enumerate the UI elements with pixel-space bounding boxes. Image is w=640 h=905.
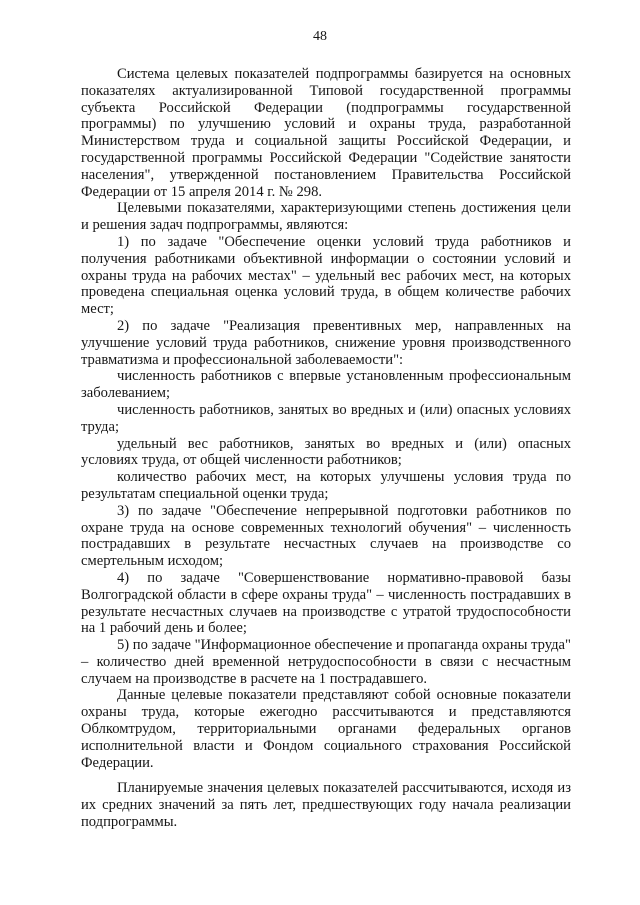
paragraph-task-1: 1) по задаче "Обеспечение оценки условий труда работников и получения работниками объективной информации о состоянии условий и охраны труда на рабочих местах" – удельный вес рабочих мест, на которых проведена специальная оценка условий труда, в общем количестве рабочих мест; [81,233,571,318]
paragraph-task-2-indicator-harmful-conditions-count: численность работников, занятых во вредных и (или) опасных условиях труда; [81,401,571,435]
paragraph-task-2-indicator-occupational-disease: численность работников с впервые установленным профессиональным заболеванием; [81,368,571,402]
paragraph-target-system: Система целевых показателей подпрограммы базируется на основных показателях актуализированной Типовой государственной программы субъекта Российской Федерации (подпрограммы государственной программы) по улучшению условий и охраны труда, разработанной Министерством труда и социальной защиты Российской Федерации, и государственной программы Российской Федерации "Содействие занятости населения", утвержденной постановлением Правительства Российской Федерации от 15 апреля 2014 г. № 298. [81,66,571,200]
page-number: 48 [313,29,327,44]
paragraph-indicators-source: Данные целевые показатели представляют собой основные показатели охраны труда, которые ежегодно рассчитываются и представляются Облкомтрудом, территориальными органами федеральных органов исполнительной власти и Фондом социального страхования Российской Федерации. [81,687,571,771]
document-body [81,66,571,831]
paragraph-task-2-indicator-harmful-conditions-share: удельный вес работников, занятых во вредных и (или) опасных условиях труда, от общей численности работников; [81,435,571,469]
paragraph-planned-values: Планируемые значения целевых показателей рассчитываются, исходя из их средних значений за пять лет, предшествующих году начала реализации подпрограммы. [81,780,571,831]
paragraph-task-2-indicator-improved-workplaces: количество рабочих мест, на которых улучшены условия труда по результатам специальной оценки труда; [81,469,571,502]
paragraph-target-indicators-intro: Целевыми показателями, характеризующими степень достижения цели и решения задач подпрограммы, являются: [81,200,571,234]
paragraph-task-3: 3) по задаче "Обеспечение непрерывной подготовки работников по охране труда на основе современных технологий обучения" – численность пострадавших в результате несчастных случаев на производстве со смертельным исходом; [81,502,571,570]
paragraph-task-2: 2) по задаче "Реализация превентивных мер, направленных на улучшение условий труда работников, снижение уровня производственного травматизма и профессиональной заболеваемости": [81,317,571,368]
paragraph-task-5: 5) по задаче "Информационное обеспечение и пропаганда охраны труда" – количество дней временной нетрудоспособности в связи с несчастным случаем на производстве в расчете на 1 пострадавшего. [81,637,571,687]
paragraph-task-4: 4) по задаче "Совершенствование нормативно-правовой базы Волгоградской области в сфере охраны труда" – численность пострадавших в результате несчастных случаев на производстве с утратой трудоспособности на 1 рабочий день и более; [81,569,571,637]
